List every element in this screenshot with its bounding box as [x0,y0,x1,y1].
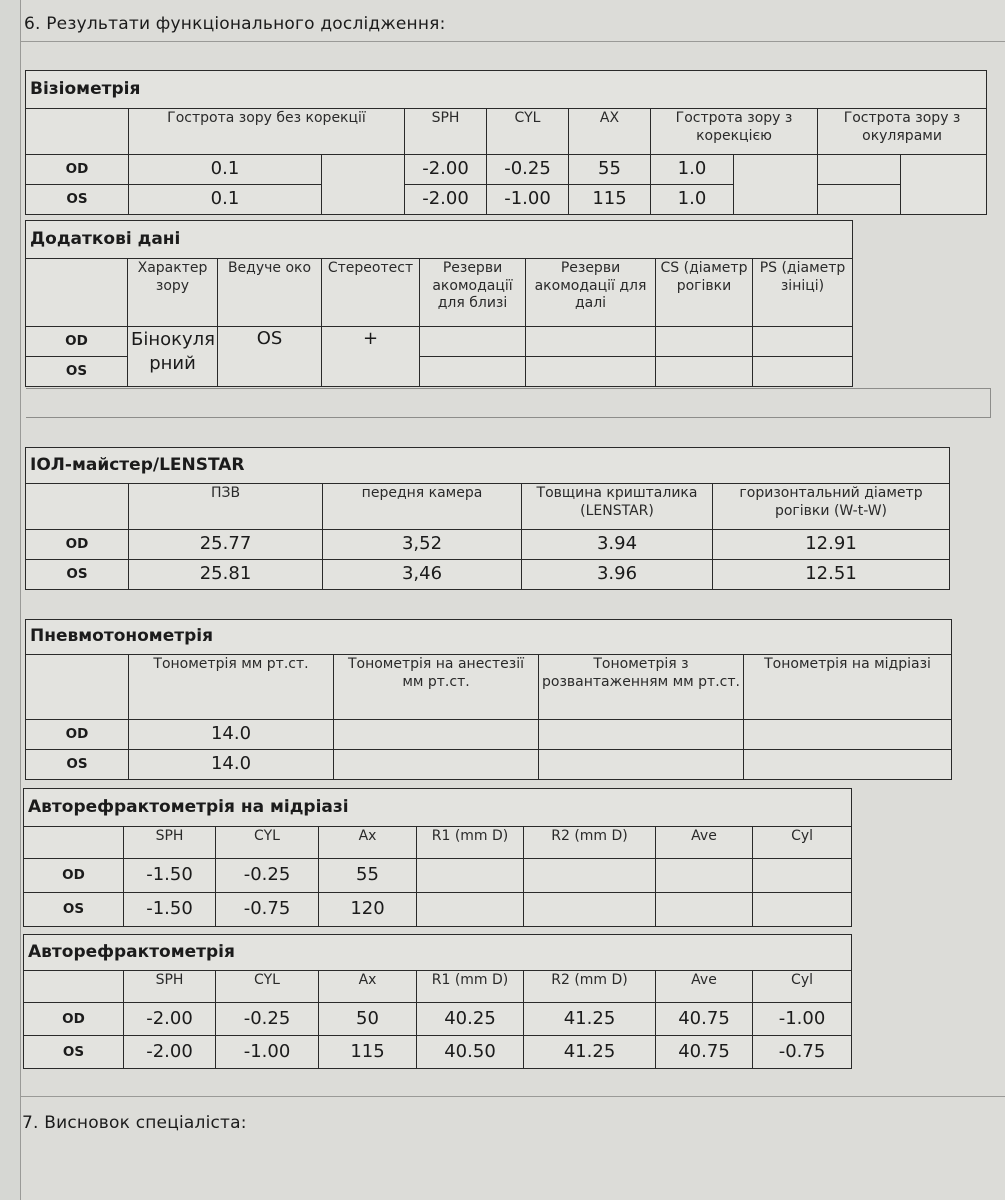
header-leading-eye: Ведуче око [218,259,322,327]
row-label-os: OS [26,560,129,590]
od-tonometry-unloading [539,720,744,750]
od-r2 [524,859,656,893]
os-tonometry-anesthesia [334,750,539,780]
empty-cell [734,155,818,215]
od-near-accommodation [420,327,526,357]
os-sph: -2.00 [405,185,487,215]
header-sph: SPH [405,109,487,155]
header-near-accommodation: Резерви акомодації для близі [420,259,526,327]
os-sph: -2.00 [124,1036,216,1069]
od-far-accommodation [526,327,656,357]
header-cs: CS (діаметр рогівки [656,259,753,327]
row-label-os: OS [26,357,128,387]
od-with-glasses [818,155,901,185]
header-sph: SPH [124,827,216,859]
header-vision-character: Характер зору [128,259,218,327]
header-cyl: CYL [216,827,319,859]
header-tonometry-unloading: Тонометрія з розвантаженням мм рт.ст. [539,655,744,720]
header-ax: Ax [319,827,417,859]
os-ps [753,357,853,387]
os-ax: 115 [569,185,651,215]
os-far-accommodation [526,357,656,387]
pneumotonometry-table [25,619,952,780]
od-ave [656,859,753,893]
os-no-correction: 0.1 [129,185,322,215]
header-tonometry-mydriasis: Тонометрія на мідріазі [744,655,952,720]
row-label-os: OS [26,750,129,780]
os-tonometry: 14.0 [129,750,334,780]
os-with-glasses [818,185,901,215]
os-r2 [524,893,656,927]
od-ave: 40.75 [656,1003,753,1036]
od-ax: 55 [569,155,651,185]
row-label-os: OS [24,893,124,927]
os-tonometry-mydriasis [744,750,952,780]
od-axial-length: 25.77 [129,530,323,560]
od-tonometry: 14.0 [129,720,334,750]
header-empty [24,971,124,1003]
header-ave: Ave [656,827,753,859]
iol-master-title: ІОЛ-майстер/LENSTAR [26,448,950,484]
os-near-accommodation [420,357,526,387]
os-cyl: -0.75 [216,893,319,927]
os-axial-length: 25.81 [129,560,323,590]
header-ps: PS (діаметр зініці) [753,259,853,327]
os-tonometry-unloading [539,750,744,780]
os-r1 [417,893,524,927]
section-7-heading: 7. Висновок спеціаліста: [22,1113,247,1133]
os-with-correction: 1.0 [651,185,734,215]
header-stereotest: Стереотест [322,259,420,327]
empty-cell [322,155,405,215]
header-lens-thickness: Товщина кришталика (LENSTAR) [522,484,713,530]
header-axial-length: ПЗВ [129,484,323,530]
os-cs [656,357,753,387]
od-sph: -1.50 [124,859,216,893]
header-tonometry-anesthesia: Тонометрія на анестезії мм рт.ст. [334,655,539,720]
stereotest-value: + [322,327,420,387]
od-cyl: -0.25 [216,859,319,893]
os-cyl-k [753,893,852,927]
row-label-od: OD [24,1003,124,1036]
header-ax: Ax [319,971,417,1003]
additional-data-frame [26,388,991,418]
header-anterior-chamber: передня камера [323,484,522,530]
leading-eye-value: OS [218,327,322,387]
header-with-correction: Гострота зору з корекцією [651,109,818,155]
row-label-od: OD [26,327,128,357]
os-white-to-white: 12.51 [713,560,950,590]
header-far-accommodation: Резерви акомодації для далі [526,259,656,327]
os-cyl-k: -0.75 [753,1036,852,1069]
os-r1: 40.50 [417,1036,524,1069]
row-label-os: OS [24,1036,124,1069]
header-cyl-k: Cyl [753,827,852,859]
od-ax: 55 [319,859,417,893]
os-ax: 120 [319,893,417,927]
od-cyl-k: -1.00 [753,1003,852,1036]
header-r1: R1 (mm D) [417,827,524,859]
os-r2: 41.25 [524,1036,656,1069]
header-r2: R2 (mm D) [524,971,656,1003]
additional-data-table [25,220,853,387]
od-cyl: -0.25 [487,155,569,185]
os-lens-thickness: 3.96 [522,560,713,590]
os-cyl: -1.00 [216,1036,319,1069]
od-anterior-chamber: 3,52 [323,530,522,560]
os-cyl: -1.00 [487,185,569,215]
section-6-rule [21,41,1005,42]
autorefractometry-table [23,934,852,1069]
header-cyl-k: Cyl [753,971,852,1003]
row-label-od: OD [26,155,129,185]
additional-data-title: Додаткові дані [26,221,853,259]
header-cyl: CYL [487,109,569,155]
header-empty [26,484,129,530]
row-label-od: OD [26,530,129,560]
visiometry-title: Візіометрія [26,71,987,109]
od-cyl: -0.25 [216,1003,319,1036]
header-cyl: CYL [216,971,319,1003]
od-r1: 40.25 [417,1003,524,1036]
header-with-glasses: Гострота зору з окулярами [818,109,987,155]
header-empty [26,109,129,155]
autorefractometry-mydriasis-title: Авторефрактометрія на мідріазі [24,789,852,827]
header-empty [24,827,124,859]
vision-character-value: Бінокуля рний [128,327,218,387]
od-r1 [417,859,524,893]
header-r2: R2 (mm D) [524,827,656,859]
header-ax: AX [569,109,651,155]
header-tonometry: Тонометрія мм рт.ст. [129,655,334,720]
visiometry-table [25,70,987,215]
od-lens-thickness: 3.94 [522,530,713,560]
od-ps [753,327,853,357]
header-no-correction: Гострота зору без корекції [129,109,405,155]
header-empty [26,259,128,327]
os-ave [656,893,753,927]
od-tonometry-mydriasis [744,720,952,750]
os-anterior-chamber: 3,46 [323,560,522,590]
iol-master-table [25,447,950,590]
header-white-to-white: горизонтальний діаметр рогівки (W-t-W) [713,484,950,530]
os-sph: -1.50 [124,893,216,927]
section-6-heading: 6. Результати функціонального дослідження: [24,14,446,34]
od-sph: -2.00 [124,1003,216,1036]
autorefractometry-title: Авторефрактометрія [24,935,852,971]
od-white-to-white: 12.91 [713,530,950,560]
od-r2: 41.25 [524,1003,656,1036]
row-label-os: OS [26,185,129,215]
od-with-correction: 1.0 [651,155,734,185]
header-r1: R1 (mm D) [417,971,524,1003]
header-sph: SPH [124,971,216,1003]
od-sph: -2.00 [405,155,487,185]
row-label-od: OD [26,720,129,750]
od-no-correction: 0.1 [129,155,322,185]
od-cyl-k [753,859,852,893]
row-label-od: OD [24,859,124,893]
header-empty [26,655,129,720]
od-ax: 50 [319,1003,417,1036]
section-7-rule [21,1096,1005,1097]
os-ax: 115 [319,1036,417,1069]
autorefractometry-mydriasis-table [23,788,852,927]
pneumotonometry-title: Пневмотонометрія [26,620,952,655]
header-ave: Ave [656,971,753,1003]
od-tonometry-anesthesia [334,720,539,750]
os-ave: 40.75 [656,1036,753,1069]
od-cs [656,327,753,357]
empty-cell [901,155,987,215]
